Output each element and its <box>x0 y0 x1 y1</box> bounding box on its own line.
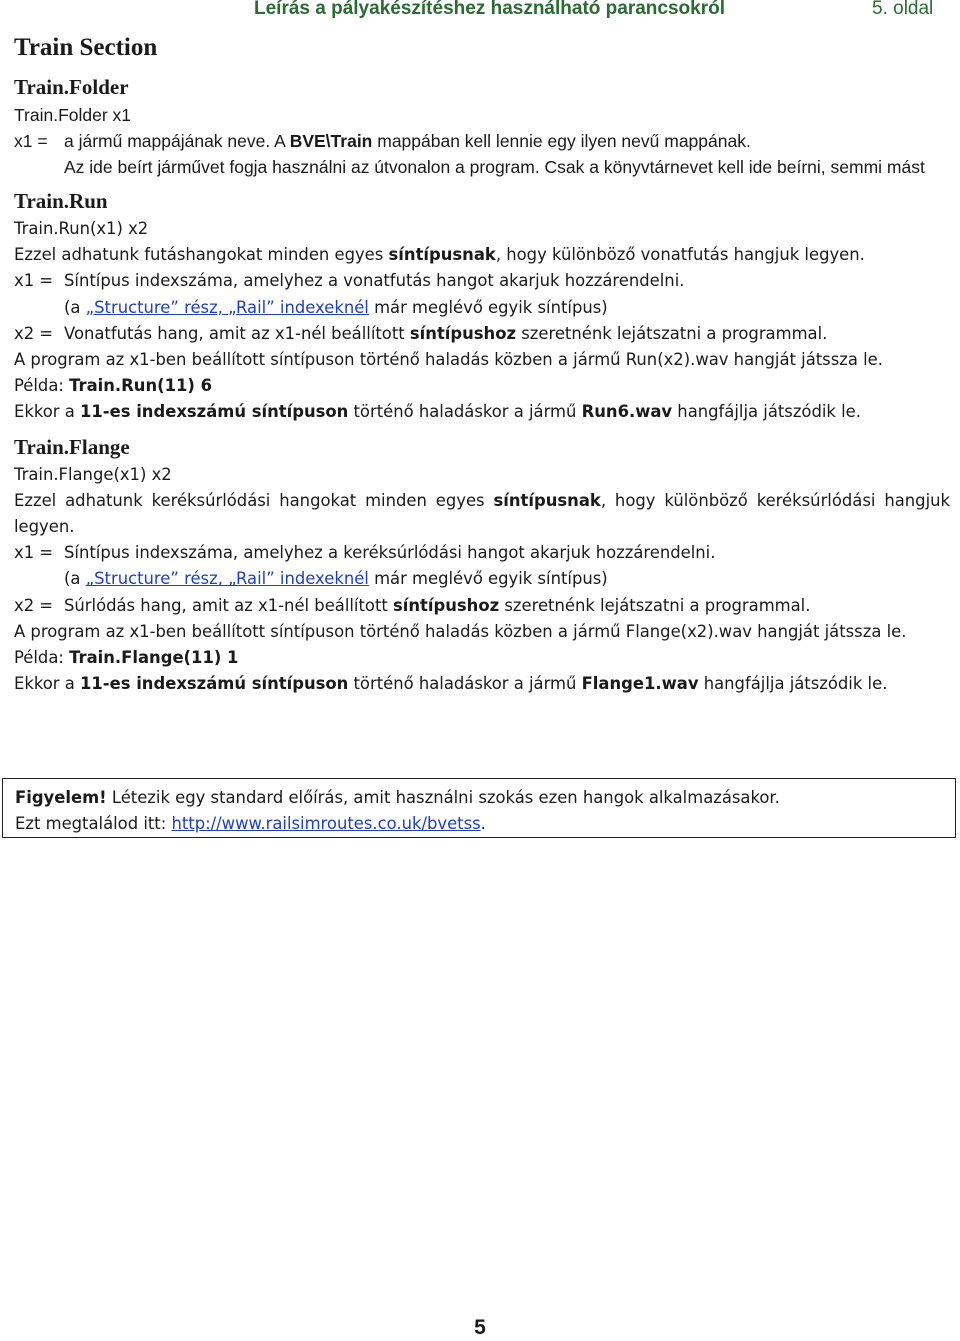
notice-url-link[interactable]: http://www.railsimroutes.co.uk/bvetss <box>171 814 481 834</box>
run-link-post: már meglévő egyik síntípus) <box>368 297 608 317</box>
run-rail-ref <box>14 295 950 321</box>
run-desc-bold: síntípusnak <box>388 245 496 265</box>
flange-rail-ref <box>14 566 950 592</box>
folder-note: Az ide beírt járművet fogja használni az útvonalon a program. Csak a könyvtárnevet kell ide beírni, semmi mást <box>64 157 925 177</box>
flange-desc-bold: síntípusnak <box>493 490 601 510</box>
flange-explain-c: történő haladáskor a jármű <box>348 674 582 694</box>
flange-description <box>14 488 950 540</box>
flange-heading: Train.Flange <box>14 434 130 459</box>
flange-link-pre: (a <box>64 569 86 589</box>
run-explain <box>14 399 950 425</box>
notice-text: Létezik egy standard előírás, amit használni szokás ezen hangok alkalmazásakor. <box>106 788 780 807</box>
flange-x2 <box>14 593 950 619</box>
folder-syntax: Train.Folder x1 <box>14 105 132 125</box>
flange-explain-d: hangfájlja játszódik le. <box>698 674 888 694</box>
run-program: A program az x1-ben beállított síntípuson történő haladás közben a jármű Run(x2).wav hangját játssza le. <box>14 350 883 370</box>
run-desc-a: Ezzel adhatunk futáshangokat minden egyes <box>14 245 389 265</box>
flange-program: A program az x1-ben beállított síntípuson történő haladás közben a jármű Flange(x2).wav hangját játssza le. <box>14 621 907 641</box>
run-x1-prefix: x1 = <box>14 271 54 291</box>
folder-x1-text-b: mappában kell lennie egy ilyen nevű mappának. <box>372 131 751 151</box>
flange-structure-link[interactable]: „Structure” rész, „Rail” indexeknél <box>85 569 369 589</box>
header-title: Leírás a pályakészítéshez használható parancsokról <box>254 0 725 19</box>
flange-link-post: már meglévő egyik síntípus) <box>368 569 608 589</box>
notice-find-post: . <box>480 814 486 834</box>
flange-x1 <box>14 540 950 566</box>
run-example-code: Train.Run(11) 6 <box>69 376 213 396</box>
flange-example-code: Train.Flange(11) 1 <box>69 648 239 668</box>
run-x2-prefix: x2 = <box>14 323 54 343</box>
run-explain-b2: Run6.wav <box>581 402 673 422</box>
notice-label: Figyelem! <box>15 788 107 807</box>
notice-box <box>2 778 956 838</box>
section-title: Train Section <box>14 34 158 61</box>
flange-x1-prefix: x1 = <box>14 543 54 563</box>
flange-explain-b1: 11-es indexszámú síntípuson <box>80 674 349 694</box>
flange-x2-a: Súrlódás hang, amit az x1-nél beállított <box>64 595 394 615</box>
page-header <box>0 0 960 22</box>
flange-example <box>14 645 950 671</box>
run-syntax: Train.Run(x1) x2 <box>14 219 149 238</box>
notice-find-pre: Ezt megtalálod itt: <box>15 814 172 834</box>
run-desc-b: , hogy különböző vonatfutás hangjuk legyen. <box>495 245 865 265</box>
run-x2 <box>14 321 950 347</box>
run-explain-b1: 11-es indexszámú síntípuson <box>80 402 349 422</box>
notice-line <box>15 785 955 811</box>
run-structure-link[interactable]: „Structure” rész, „Rail” indexeknél <box>85 297 369 317</box>
folder-x1-prefix: x1 = <box>14 131 48 151</box>
header-page-number: 5. oldal <box>872 0 934 19</box>
flange-explain <box>14 671 950 697</box>
flange-x1-text: Síntípus indexszáma, amelyhez a keréksúrlódási hangot akarjuk hozzárendelni. <box>64 543 716 563</box>
run-heading: Train.Run <box>14 189 108 213</box>
folder-x1-bold: BVE\Train <box>289 131 373 151</box>
flange-syntax: Train.Flange(x1) x2 <box>14 464 172 484</box>
run-x2-b: szeretnénk lejátszatni a programmal. <box>516 323 828 343</box>
run-explain-c: történő haladáskor a jármű <box>348 402 582 422</box>
flange-explain-a: Ekkor a <box>14 674 80 694</box>
flange-explain-b2: Flange1.wav <box>581 674 699 694</box>
document-body <box>14 28 950 697</box>
folder-x1-text-a: a jármű mappájának neve. A <box>64 131 290 151</box>
flange-x2-bold: síntípushoz <box>393 595 500 615</box>
run-explain-d: hangfájlja játszódik le. <box>672 402 861 422</box>
folder-heading: Train.Folder <box>14 75 129 99</box>
run-example-label: Példa: <box>14 376 70 396</box>
run-description <box>14 242 950 268</box>
flange-example-label: Példa: <box>14 648 70 668</box>
run-example <box>14 373 950 399</box>
run-x2-a: Vonatfutás hang, amit az x1-nél beállított <box>64 323 410 343</box>
flange-x2-b: szeretnénk lejátszatni a programmal. <box>499 595 811 615</box>
folder-x1 <box>14 128 950 154</box>
run-link-pre: (a <box>64 297 86 317</box>
flange-desc-a: Ezzel adhatunk keréksúrlódási hangokat minden egyes <box>14 490 494 510</box>
run-x2-bold: síntípushoz <box>409 323 517 343</box>
flange-desc-b: , hogy különböző keréksúrlódási hangjuk legyen. <box>14 490 950 537</box>
flange-x2-prefix: x2 = <box>14 595 54 615</box>
run-x1 <box>14 268 950 294</box>
notice-find-line <box>15 811 955 837</box>
run-x1-text: Síntípus indexszáma, amelyhez a vonatfutás hangot akarjuk hozzárendelni. <box>64 271 685 291</box>
footer-page-number: 5 <box>474 1316 486 1339</box>
run-explain-a: Ekkor a <box>14 402 80 422</box>
